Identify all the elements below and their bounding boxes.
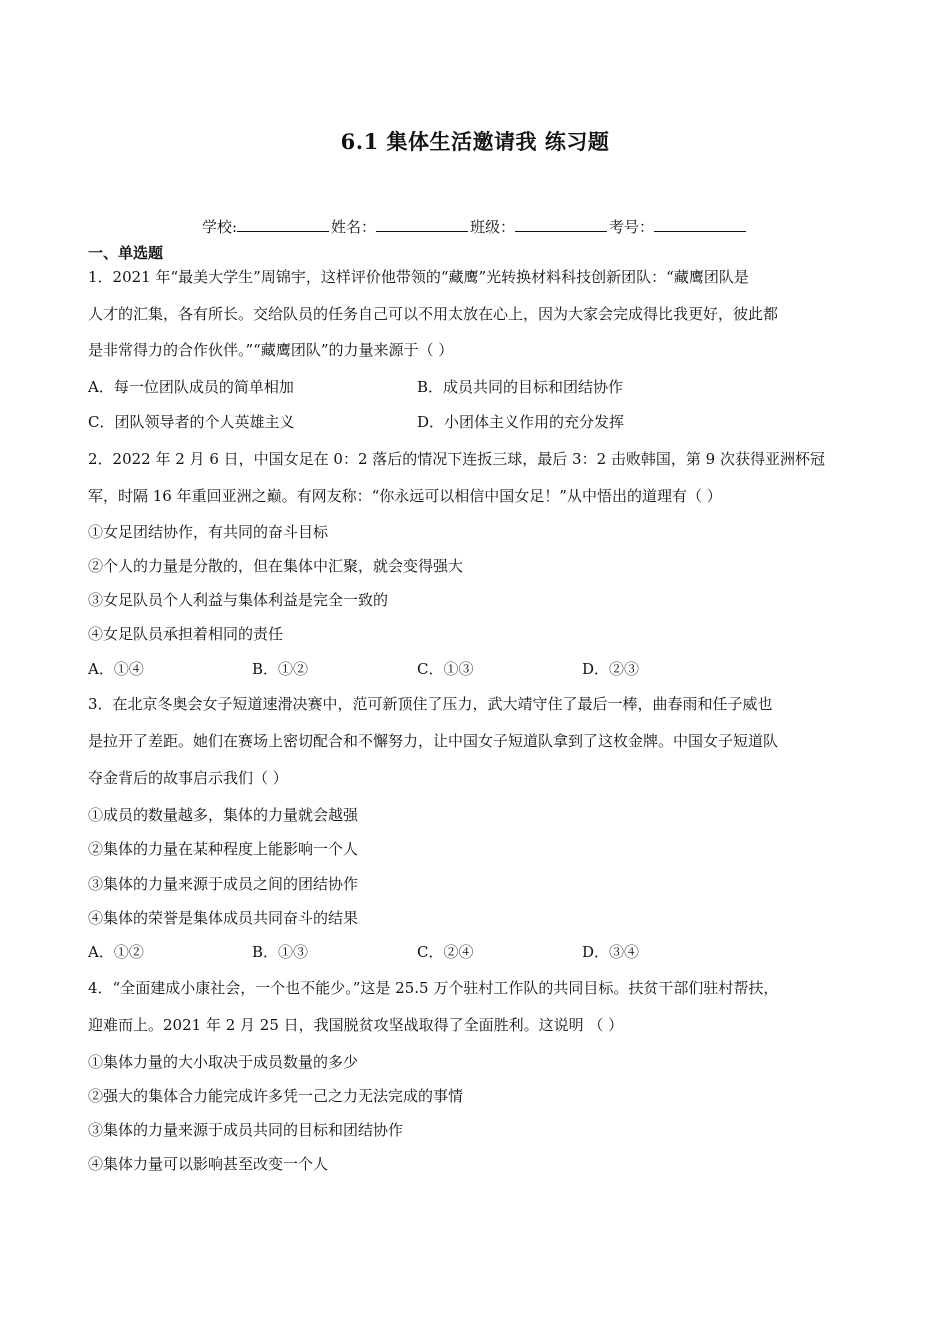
- question-line: 4．“全面建成小康社会，一个也不能少。”这是 25.5 万个驻村工作队的共同目标。扶贫干部们驻村帮扶，: [88, 979, 779, 997]
- exam-no-blank: [654, 217, 746, 232]
- question-line: 1．2021 年“最美大学生”周锦宇，这样评价他带领的“藏鹰”光转换材料科技创新团队：“藏鹰团队是: [88, 268, 749, 286]
- statement-3: ③集体的力量来源于成员共同的目标和团结协作: [88, 1121, 404, 1139]
- option-a: A．①④: [88, 660, 144, 678]
- option-b: B．①②: [252, 660, 309, 678]
- option-d: D．小团体主义作用的充分发挥: [417, 413, 625, 431]
- statement-4: ④女足队员承担着相同的责任: [88, 625, 284, 643]
- statement-4: ④集体的荣誉是集体成员共同奋斗的结果: [88, 909, 359, 927]
- statement-2: ②集体的力量在某种程度上能影响一个人: [88, 840, 359, 858]
- class-blank: [515, 217, 607, 232]
- statement-1: ①女足团结协作，有共同的奋斗目标: [88, 523, 329, 541]
- option-b: B．①③: [252, 943, 309, 961]
- school-blank: [237, 217, 329, 232]
- exam-no-label: 考号：: [609, 218, 655, 236]
- section-heading: 一、单选题: [88, 244, 164, 262]
- class-label: 班级：: [470, 218, 516, 236]
- name-blank: [376, 217, 468, 232]
- statement-2: ②强大的集体合力能完成许多凭一己之力无法完成的事情: [88, 1087, 464, 1105]
- option-c: C．②④: [417, 943, 474, 961]
- name-label: 姓名：: [331, 218, 377, 236]
- statement-3: ③集体的力量来源于成员之间的团结协作: [88, 875, 359, 893]
- question-line: 是拉开了差距。她们在赛场上密切配合和不懈努力，让中国女子短道队拿到了这枚金牌。中国女子短道队: [88, 732, 779, 750]
- student-info-line: [0, 216, 950, 237]
- option-a: A．每一位团队成员的简单相加: [88, 378, 294, 396]
- question-line: 夺金背后的故事启示我们（ ）: [88, 769, 288, 787]
- school-label: 学校:: [201, 218, 237, 236]
- statement-1: ①集体力量的大小取决于成员数量的多少: [88, 1053, 359, 1071]
- option-d: D．③④: [582, 943, 640, 961]
- question-line: 迎难而上。2021 年 2 月 25 日，我国脱贫攻坚战取得了全面胜利。这说明 （ ）: [88, 1016, 624, 1034]
- question-line: 2．2022 年 2 月 6 日，中国女足在 0：2 落后的情况下连扳三球，最后 3：2 击败韩国，第 9 次获得亚洲杯冠: [88, 450, 825, 468]
- option-b: B．成员共同的目标和团结协作: [417, 378, 624, 396]
- question-line: 人才的汇集，各有所长。交给队员的任务自己可以不用太放在心上，因为大家会完成得比我更好，彼此都: [88, 305, 779, 323]
- option-c: C．①③: [417, 660, 474, 678]
- option-c: C．团队领导者的个人英雄主义: [88, 413, 295, 431]
- statement-1: ①成员的数量越多，集体的力量就会越强: [88, 806, 359, 824]
- statement-2: ②个人的力量是分散的，但在集体中汇聚，就会变得强大: [88, 557, 464, 575]
- question-line: 军，时隔 16 年重回亚洲之巅。有网友称：“你永远可以相信中国女足！”从中悟出的道理有（ ）: [88, 487, 722, 505]
- question-line: 3．在北京冬奥会女子短道速滑决赛中，范可新顶住了压力，武大靖守住了最后一棒，曲春雨和任子威也: [88, 695, 773, 713]
- page-title: 6.1 集体生活邀请我 练习题: [340, 129, 610, 154]
- statement-3: ③女足队员个人利益与集体利益是完全一致的: [88, 591, 389, 609]
- option-a: A．①②: [88, 943, 144, 961]
- option-d: D．②③: [582, 660, 640, 678]
- question-line: 是非常得力的合作伙伴。”“藏鹰团队”的力量来源于（ ）: [88, 341, 454, 359]
- statement-4: ④集体力量可以影响甚至改变一个人: [88, 1155, 329, 1173]
